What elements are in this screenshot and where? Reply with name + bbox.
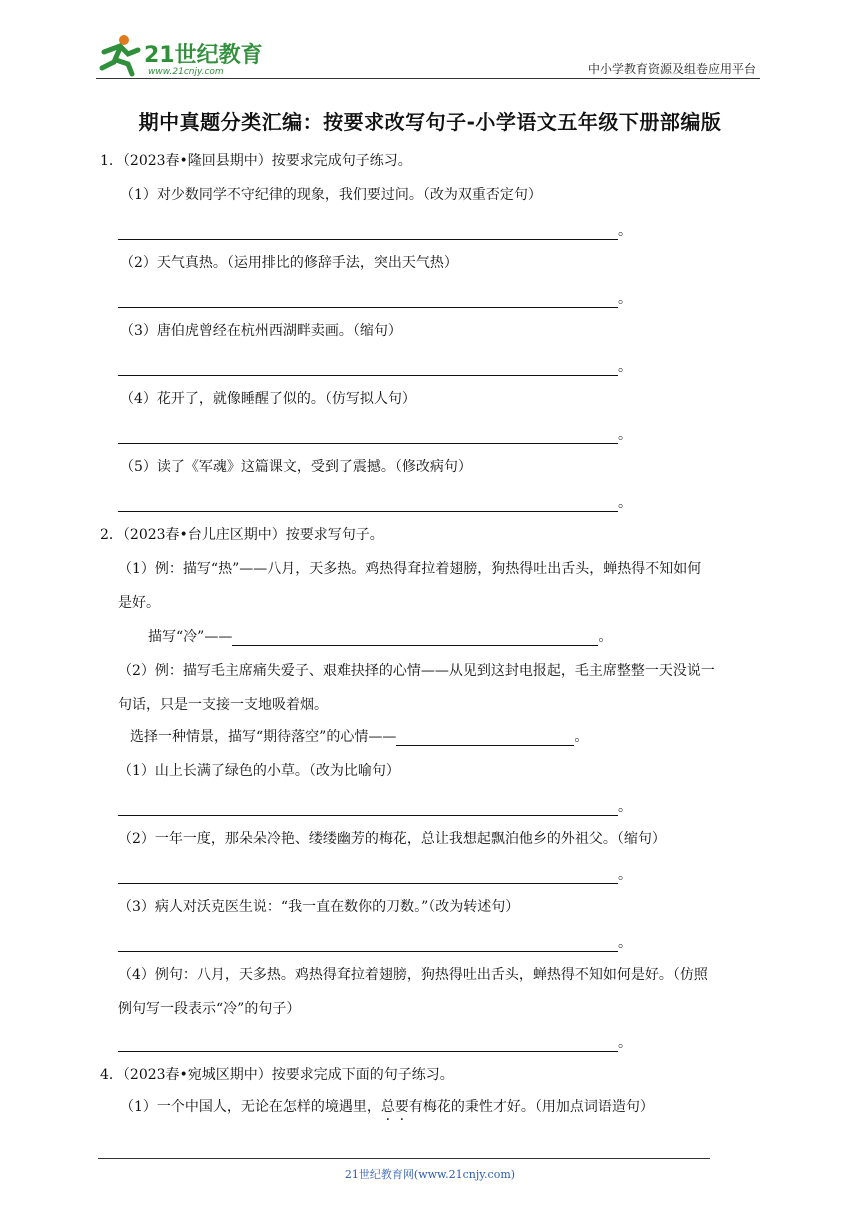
answer-blank[interactable] — [118, 869, 618, 884]
question-2-example-2-cont: 句话，只是一支接一支地吸着烟。 — [118, 697, 328, 713]
answer-line: 。 — [118, 1032, 632, 1052]
answer-line: 。 — [118, 288, 632, 308]
answer-blank[interactable] — [118, 293, 618, 308]
footer-divider — [98, 1158, 710, 1159]
answer-line: 。 — [118, 932, 632, 952]
answer-blank[interactable] — [118, 429, 618, 444]
logo-url-text: www.21cnjy.com — [148, 67, 224, 77]
question-1-stem: 1．（2023春•隆回县期中）按要求完成句子练习。 — [100, 153, 412, 169]
question-3-item-2: （2）一年一度，那朵朵冷艳、缕缕幽芳的梅花，总让我想起飘泊他乡的外祖父。（缩句） — [118, 831, 666, 847]
question-3-item-4: （4）例句：八月，天多热。鸡热得耷拉着翅膀，狗热得吐出舌头，蝉热得不知如何是好。（仿照 — [118, 967, 708, 983]
site-logo — [94, 32, 264, 80]
answer-blank[interactable] — [118, 497, 618, 512]
question-3-item-3: （3）病人对沃克医生说：“我一直在数你的刀数。”（改为转述句） — [118, 899, 520, 915]
answer-blank[interactable] — [118, 801, 618, 816]
answer-blank[interactable] — [232, 631, 598, 646]
answer-line: 。 — [118, 864, 632, 884]
page-title: 期中真题分类汇编：按要求改写句子-小学语文五年级下册部编版 — [138, 110, 722, 134]
runner-logo-icon — [94, 32, 264, 80]
question-3-item-1: （1）山上长满了绿色的小草。（改为比喻句） — [118, 763, 400, 779]
answer-line: 。 — [118, 356, 632, 376]
question-3-item-4-cont: 例句写一段表示“冷”的句子） — [118, 1001, 301, 1017]
platform-name: 中小学教育资源及组卷应用平台 — [587, 62, 756, 76]
answer-line: 。 — [118, 424, 632, 444]
emphasis-word: 要 — [394, 1099, 409, 1115]
answer-blank[interactable] — [118, 361, 618, 376]
header-divider — [96, 78, 760, 79]
question-2-prompt-1: 描写“冷”—— 。 — [148, 629, 613, 645]
question-4-item-1: （1）一个中国人，无论在怎样的境遇里，总要有梅花的秉性才好。（用加点词语造句） — [120, 1099, 654, 1115]
question-1-item-2: （2）天气真热。（运用排比的修辞手法，突出天气热） — [120, 255, 458, 271]
question-2-example-1-cont: 是好。 — [118, 595, 160, 611]
answer-line: 。 — [118, 492, 632, 512]
question-1-item-4: （4）花开了，就像睡醒了似的。（仿写拟人句） — [120, 391, 416, 407]
answer-line: 。 — [118, 796, 632, 816]
question-2-prompt-2: 选择一种情景，描写“期待落空”的心情—— 。 — [130, 729, 589, 745]
question-2-example-2: （2）例：描写毛主席痛失爱子、艰难抉择的心情——从见到这封电报起，毛主席整整一天没说一 — [118, 663, 715, 679]
question-1-item-3: （3）唐伯虎曾经在杭州西湖畔卖画。（缩句） — [120, 323, 402, 339]
answer-blank[interactable] — [118, 937, 618, 952]
answer-blank[interactable] — [118, 225, 618, 240]
emphasis-word: 总 — [380, 1099, 395, 1115]
question-4-stem: 4．（2023春•宛城区期中）按要求完成下面的句子练习。 — [100, 1067, 454, 1083]
answer-blank[interactable] — [118, 1037, 618, 1052]
question-2-example-1: （1）例：描写“热”——八月，天多热。鸡热得耷拉着翅膀，狗热得吐出舌头，蝉热得不知如何 — [118, 561, 702, 577]
answer-line: 。 — [118, 220, 632, 240]
logo-text: 21世纪教育 — [144, 43, 263, 68]
page-header — [0, 0, 860, 80]
question-1-item-5: （5）读了《军魂》这篇课文，受到了震撼。（修改病句） — [120, 459, 472, 475]
page-footer: 21世纪教育网(www.21cnjy.com) — [344, 1168, 516, 1181]
question-1-item-1: （1）对少数同学不守纪律的现象，我们要过问。（改为双重否定句） — [120, 187, 542, 203]
question-2-stem: 2．（2023春•台儿庄区期中）按要求写句子。 — [100, 527, 384, 543]
answer-blank[interactable] — [396, 731, 574, 746]
